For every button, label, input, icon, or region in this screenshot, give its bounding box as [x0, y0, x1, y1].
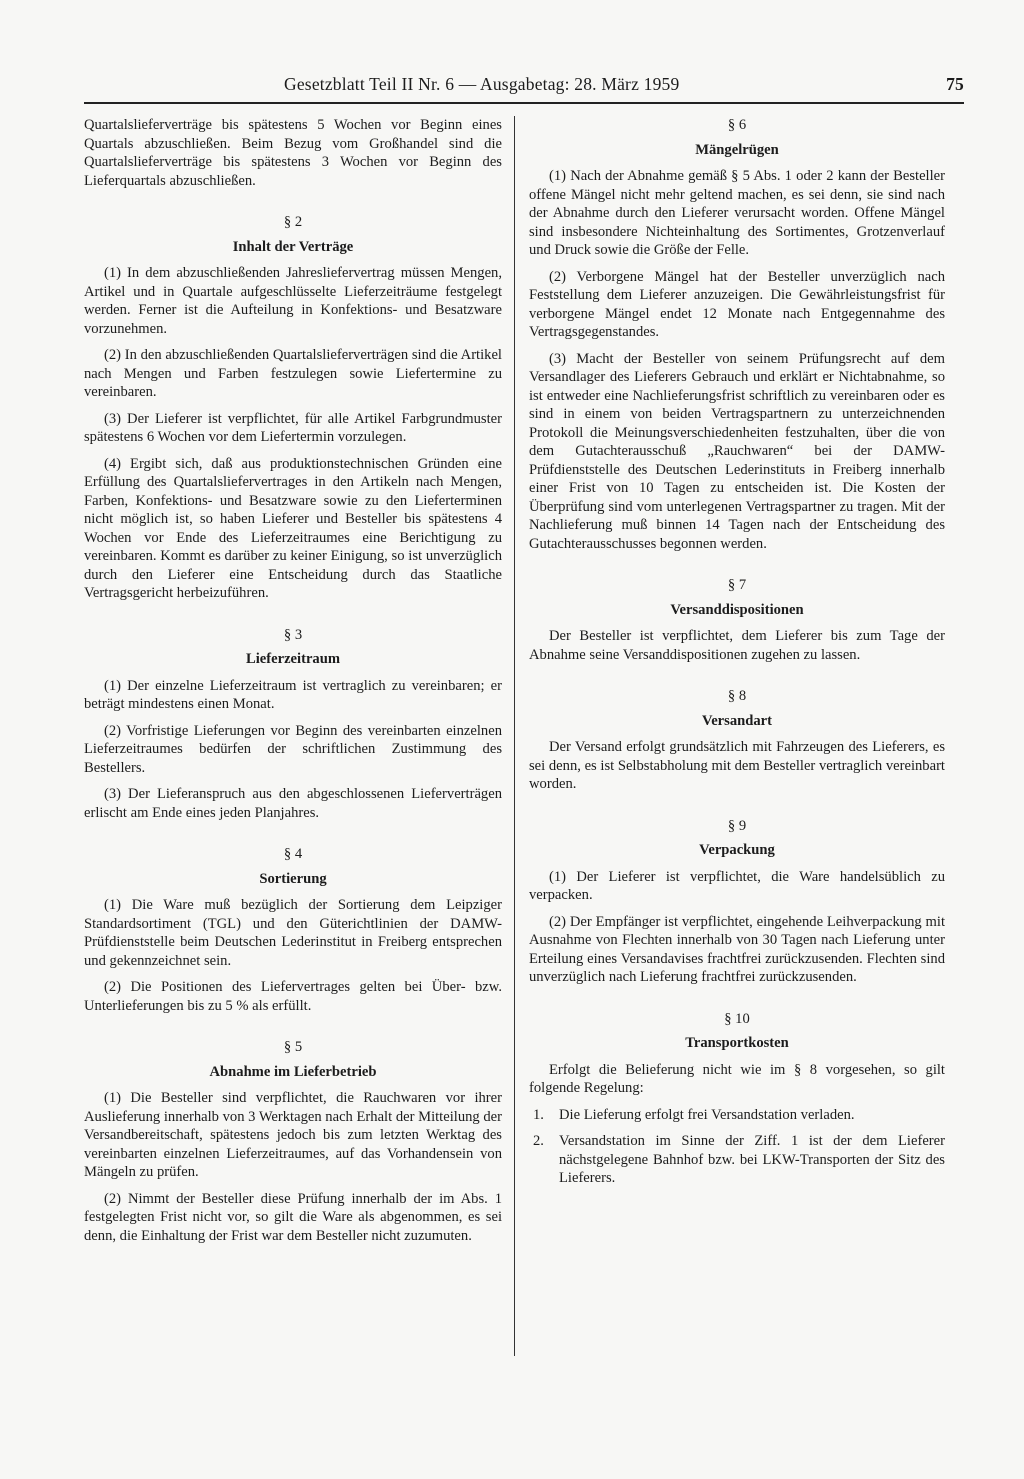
section-heading: Sortierung — [259, 870, 327, 887]
section-number: § 10 — [724, 1010, 750, 1027]
section-heading: Verpackung — [699, 842, 775, 858]
paragraph: (4) Ergibt sich, daß aus produktionstechnischen Gründen eine Erfüllung des Quartalsliefervertrages in den Artikeln nach Mengen, Farben, Konfektions- und Besatzware sowie zu den Lieferterminen nicht möglich ist, so haben Lieferer und Besteller bis spätestens 4 Wochen vor Ende des Lieferzeitraumes eine Berichtigung zu vereinbaren. Kommt es darüber zu keiner Einigung, so ist unverzüglich durch den Lieferer eine Entscheidung durch das Staatliche Vertragsgericht herbeizuführen. — [84, 455, 502, 601]
intro-paragraph: Quartalslieferverträge bis spätestens 5 Wochen vor Beginn eines Quartals abzuschließen. Beim Bezug vom Großhandel sind die Quartalslieferverträge bis spätestens 3 Wochen vor Beginn des Lieferquartals abzuschließen. — [84, 117, 502, 189]
section-number: § 9 — [727, 817, 747, 834]
section-heading: Versanddispositionen — [670, 601, 804, 618]
section-heading: Mängelrügen — [695, 141, 779, 158]
section-number: § 8 — [727, 688, 747, 704]
list-item — [529, 1132, 945, 1188]
page-number: 75 — [946, 74, 964, 94]
paragraph: (1) In dem abzuschließenden Jahresliefervertrag müssen Mengen, Artikel und in Quartale aufgeschlüsselte Lieferzeiträume festgelegt werden. Ferner ist die Aufteilung in Konfektions- und Besatzware vorzunehmen. — [84, 265, 502, 337]
list-item-text: Versandstation im Sinne der Ziff. 1 ist der dem Lieferer nächstgelegene Bahnhof bzw. bei LKW-Transporten der Sitz des Lieferers. — [559, 1133, 945, 1186]
paragraph: (2) In den abzuschließenden Quartalslieferverträgen sind die Artikel nach Mengen und Farben festzulegen sowie Liefertermine zu vereinbaren. — [84, 347, 502, 400]
page-header — [84, 74, 964, 98]
section-number: § 2 — [283, 214, 303, 230]
paragraph: Der Besteller ist verpflichtet, dem Lieferer bis zum Tage der Abnahme seine Versanddispositionen zugehen zu lassen. — [529, 628, 945, 663]
list-item-number: 1. — [533, 1106, 544, 1123]
section-heading: Abnahme im Lieferbetrieb — [209, 1063, 377, 1080]
section-heading: Inhalt der Verträge — [232, 238, 354, 255]
section-number: § 6 — [727, 117, 747, 133]
list-item-number: 2. — [533, 1133, 544, 1149]
paragraph: (1) Der einzelne Lieferzeitraum ist vertraglich zu vereinbaren; er beträgt mindestens einen Monat. — [84, 677, 502, 712]
section-number: § 7 — [727, 577, 747, 593]
column-divider — [514, 116, 515, 1356]
paragraph: (2) Die Positionen des Liefervertrages gelten bei Über- bzw. Unterlieferungen bis zu 5 % als erfüllt. — [84, 979, 502, 1014]
paragraph: Erfolgt die Belieferung nicht wie im § 8 vorgesehen, so gilt folgende Regelung: — [529, 1061, 945, 1096]
section-number: § 3 — [283, 626, 303, 643]
left-column — [84, 116, 502, 1253]
paragraph: (2) Verborgene Mängel hat der Besteller unverzüglich nach Feststellung dem Lieferer anzuzeigen. Die Gewährleistungsfrist für verborgene Mängel endet 12 Monate nach Entgegennahme des Vertragsgegenstandes. — [529, 268, 945, 340]
paragraph: (2) Nimmt der Besteller diese Prüfung innerhalb der im Abs. 1 festgelegten Frist nicht vor, so gilt die Ware als abgenommen, es sei denn, die Einhaltung der Frist war dem Besteller nicht zuzumuten. — [84, 1190, 502, 1244]
paragraph: (1) Die Ware muß bezüglich der Sortierung dem Leipziger Standardsortiment (TGL) und den Güterichtlinien der DAMW-Prüfdienststelle beim Deutschen Lederinstitut in Freiberg entsprechen und gekennzeichnet sein. — [84, 897, 502, 969]
paragraph: (1) Die Besteller sind verpflichtet, die Rauchwaren vor ihrer Auslieferung innerhalb von 3 Werktagen nach Erhalt der Mitteilung der Versandbereitschaft, spätestens jedoch bis zum letzten Werktag des vereinbarten einzelnen Lieferzeitraumes, auf das Vorhandensein von Mängeln zu prüfen. — [84, 1090, 502, 1180]
paragraph: (3) Der Lieferanspruch aus den abgeschlossenen Lieferverträgen erlischt am Ende eines jeden Planjahres. — [84, 786, 502, 821]
list-item-text: Die Lieferung erfolgt frei Versandstation verladen. — [559, 1106, 855, 1123]
section-number: § 5 — [283, 1039, 303, 1055]
paragraph: (2) Der Empfänger ist verpflichtet, eingehende Leihverpackung mit Ausnahme von Flechten innerhalb von 30 Tagen nach Lieferung unter Erteilung eines Versandavises frachtfrei zurückzusenden. Flechten sind unverzüglich nach Lieferung frachtfrei zurückzusenden. — [529, 913, 945, 985]
right-column — [529, 116, 945, 1196]
section-heading: Versandart — [702, 712, 772, 729]
paragraph: (2) Vorfristige Lieferungen vor Beginn des vereinbarten einzelnen Lieferzeitraumes bedürfen der schriftlichen Zustimmung des Bestellers. — [84, 722, 502, 776]
section-number: § 4 — [283, 846, 303, 862]
paragraph: (3) Der Lieferer ist verpflichtet, für alle Artikel Farbgrundmuster spätestens 6 Wochen vor dem Liefertermin vorzulegen. — [84, 410, 502, 445]
gazette-title: Gesetzblatt Teil II Nr. 6 — Ausgabetag: 28. März 1959 — [284, 74, 680, 94]
paragraph: (3) Macht der Besteller von seinem Prüfungsrecht auf dem Versandlager des Lieferers Gebrauch und erklärt er Nichtabnahme, so ist entweder eine Nachlieferungsfrist schriftlich zu vereinbaren oder es sind in einem von beiden Vertragspartnern zu unterzeichnenden Protokoll die Meinungsverschiedenheiten festzuhalten, über die von dem Gutachterausschuß „Rauchwaren“ bei der DAMW-Prüfdienststelle des Deutschen Lederinstituts in Freiberg innerhalb einer Frist von 10 Tagen zu entscheiden ist. Die Kosten der Überprüfung sind vom unterlegenen Vertragspartner zu tragen. Mit der Nachlieferung muß binnen 14 Tagen nach der Entscheidung des Gutachterausschusses begonnen werden. — [529, 350, 945, 552]
list-item — [529, 1106, 945, 1125]
header-rule — [84, 102, 964, 104]
section-heading: Transportkosten — [685, 1035, 789, 1051]
paragraph: (1) Der Lieferer ist verpflichtet, die Ware handelsüblich zu verpacken. — [529, 868, 945, 903]
paragraph: Der Versand erfolgt grundsätzlich mit Fahrzeugen des Lieferers, es sei denn, es ist Selbstabholung mit dem Besteller vertraglich vereinbart worden. — [529, 739, 945, 792]
numbered-list — [529, 1106, 945, 1188]
section-heading: Lieferzeitraum — [246, 651, 340, 667]
paragraph: (1) Nach der Abnahme gemäß § 5 Abs. 1 oder 2 kann der Besteller offene Mängel nicht mehr geltend machen, es sei denn, sie sind nach der Abnahme durch den Lieferer verursacht worden. Offene Mängel sind insbesondere Nichteinhaltung des Sortimentes, Grotzenverlauf und Druck sowie die Größe der Felle. — [529, 168, 945, 258]
